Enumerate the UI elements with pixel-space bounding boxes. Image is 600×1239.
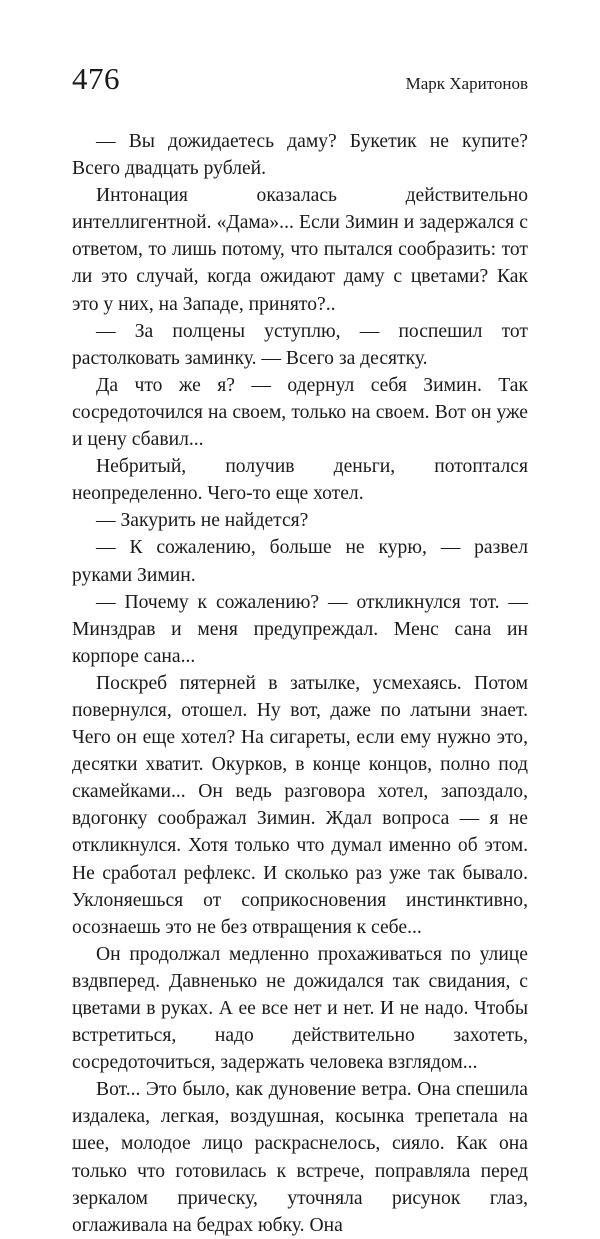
paragraph: Он продолжал медленно прохаживаться по улице вздвперед. Давненько не дожидался так свидания, с цветами в руках. А ее все нет и нет. И не надо. Чтобы встретиться, надо действительно захотеть, сосредоточиться, задержать человека взглядом... <box>72 943 528 1074</box>
paragraph: — Закурить не найдется? <box>96 510 309 532</box>
body-text <box>72 128 528 1239</box>
running-head-author: Марк Харитонов <box>405 74 528 93</box>
paragraph: — Почему к сожалению? — откликнулся тот. — Минздрав и меня предупреждал. Менс сана ин корпоре сана... <box>72 591 528 667</box>
paragraph: — За полцены уступлю, — поспешил тот растолковать заминку. — Всего за десятку. <box>72 320 528 369</box>
paragraph: Вот... Это было, как дуновение ветра. Она спешила издалека, легкая, воздушная, косынка трепетала на шее, молодое лицо раскраснелось, сияло. Как она только что готовилась к встрече, поправляла перед зеркалом прическу, уточняла рисунок глаз, оглаживала на бедрах юбку. Она <box>72 1079 528 1236</box>
paragraph: — К сожалению, больше не курю, — развел руками Зимин. <box>72 537 528 586</box>
paragraph: Интонация оказалась действительно интеллигентной. «Дама»... Если Зимин и задержался с ответом, то лишь потому, что пытался сообразить: тот ли это случай, когда ожидают даму с цветами? Как это у них, на Западе, принято?.. <box>72 185 528 315</box>
paragraph: Поскреб пятерней в затылке, усмехаясь. Потом повернулся, отошел. Ну вот, даже по латыни знает. Чего он еще хотел? На сигареты, если ему нужно это, десятки хватит. Окурков, в конце концов, полно под скамейками... Он ведь разговора хотел, запоздало, вдогонку соображал Зимин. Ждал вопроса — я не откликнулся. Хотя только что думал именно об этом. Не сработал рефлекс. И сколько раз уже так бывало. Уклоняешься от соприкосновения инстинктивно, осознаешь это не без отвращения к себе... <box>72 672 528 938</box>
paragraph: — Вы дожидаетесь даму? Букетик не купите? Всего двадцать рублей. <box>72 131 528 180</box>
paragraph: Да что же я? — одернул себя Зимин. Так сосредоточился на своем, только на своем. Вот он уже и цену сбавил... <box>72 374 528 451</box>
page-number: 476 <box>72 61 120 96</box>
paragraph: Небритый, получив деньги, потоптался неопределенно. Чего-то еще хотел. <box>72 456 528 505</box>
